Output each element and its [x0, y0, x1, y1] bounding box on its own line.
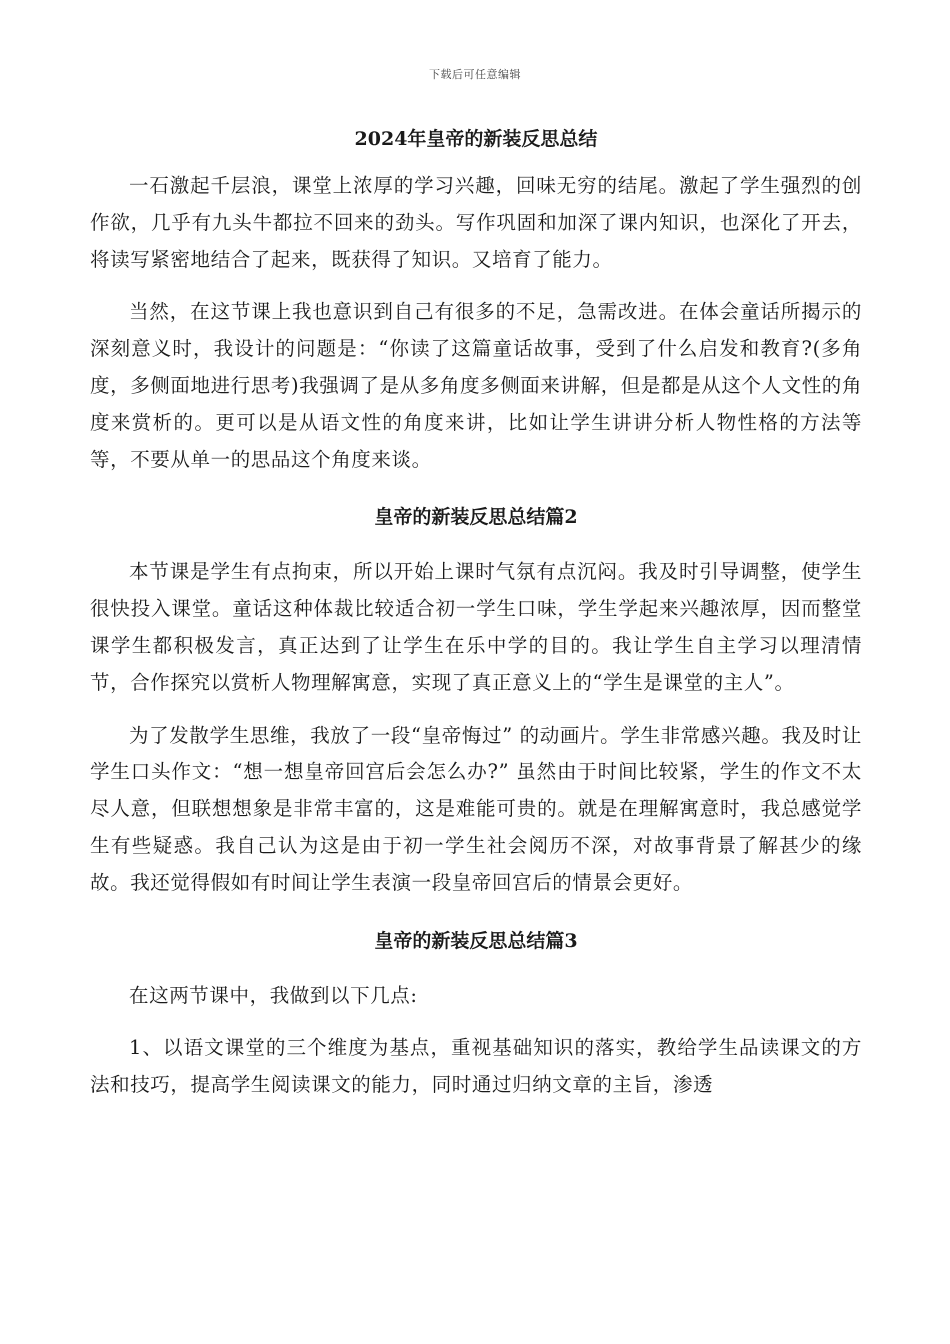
paragraph: 当然，在这节课上我也意识到自己有很多的不足，急需改进。在体会童话所揭示的深刻意义时，我设计的问题是：“你读了这篇童话故事，受到了什么启发和教育?(多角度，多侧面地进行思考)我强调了是从多角度多侧面来讲解，但是都是从这个人文性的角度来赏析的。更可以是从语文性的角度来讲，比如让学生讲讲分析人物性格的方法等等，不要从单一的思品这个角度来谈。	[90, 300, 863, 471]
paragraph: 在这两节课中，我做到以下几点:	[129, 983, 418, 1007]
paragraph: 一石激起千层浪，课堂上浓厚的学习兴趣，回味无穷的结尾。激起了学生强烈的创作欲，几乎有九头牛都拉不回来的劲头。写作巩固和加深了课内知识，也深化了开去，将读写紧密地结合了起来，既获得了知识。又培育了能力。	[90, 174, 862, 271]
paragraph: 1、以语文课堂的三个维度为基点，重视基础知识的落实，教给学生品读课文的方法和技巧，提高学生阅读课文的能力，同时通过归纳文章的主旨，渗透	[90, 1036, 862, 1097]
paragraph: 为了发散学生思维，我放了一段“皇帝悔过” 的动画片。学生非常感兴趣。我及时让学生口头作文：“想一想皇帝回宫后会怎么办?” 虽然由于时间比较紧，学生的作文不太尽人意，但联想想象是非常丰富的，这是难能可贵的。就是在理解寓意时，我总感觉学生有些疑惑。我自己认为这是由于初一学生社会阅历不深，对故事背景了解甚少的缘故。我还觉得假如有时间让学生表演一段皇帝回宫后的情景会更好。	[90, 723, 862, 894]
document-title: 2024年皇帝的新装反思总结	[354, 128, 598, 150]
document-body	[90, 122, 862, 1120]
header-note: 下载后可任意编辑	[429, 68, 521, 81]
paragraph: 本节课是学生有点拘束，所以开始上课时气氛有点沉闷。我及时引导调整，使学生很快投入课堂。童话这种体裁比较适合初一学生口味，学生学起来兴趣浓厚，因而整堂课学生都积极发言，真正达到了让学生在乐中学的目的。我让学生自主学习以理清情节，合作探究以赏析人物理解寓意，实现了真正意义上的“学生是课堂的主人”。	[90, 560, 862, 694]
section-heading: 皇帝的新装反思总结篇3	[374, 929, 578, 952]
section-heading: 皇帝的新装反思总结篇2	[374, 506, 578, 529]
